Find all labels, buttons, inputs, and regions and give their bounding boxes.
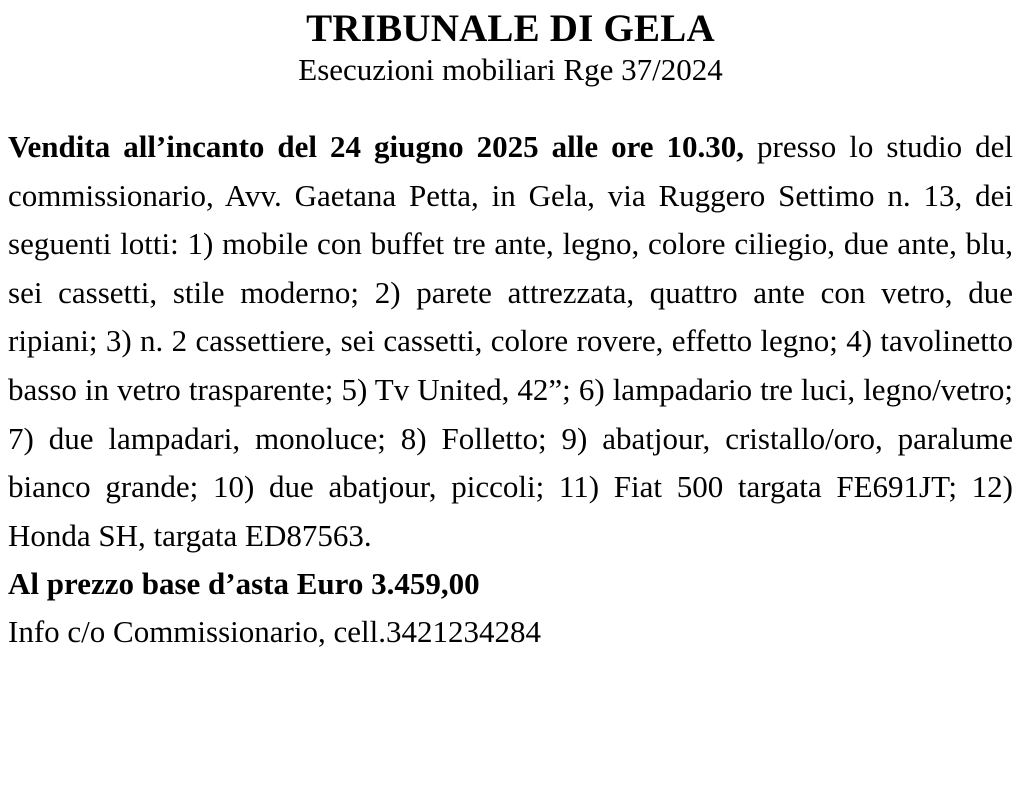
auction-notice-page	[0, 8, 1025, 795]
sale-details: presso lo studio del commissionario, Avv. Gaetana Petta, in Gela, via Ruggero Settimo n. 13, dei seguenti lotti: 1) mobile con buffet tre ante, legno, colore ciliegio, due ante, blu, sei cassetti, stile moderno; 2) parete attrezzata, quattro ante con vetro, due ripiani; 3) n. 2 cassettiere, sei cassetti, colore rovere, effetto legno; 4) tavolinetto basso in vetro trasparente; 5) Tv United, 42”; 6) lampadario tre luci, legno/vetro; 7) due lampadari, monoluce; 8) Folletto; 9) abatjour, cristallo/oro, paralume bianco grande; 10) due abatjour, piccoli; 11) Fiat 500 targata FE691JT; 12) Honda SH, targata ED87563.	[8, 129, 1013, 553]
contact-info: Info c/o Commissionario, cell.3421234284	[8, 614, 541, 650]
sale-notice-paragraph	[8, 123, 1013, 560]
base-price: Al prezzo base d’asta Euro 3.459,00	[8, 566, 480, 602]
procedure-subtitle: Esecuzioni mobiliari Rge 37/2024	[298, 52, 723, 87]
sale-heading: Vendita all’incanto del 24 giugno 2025 alle ore 10.30,	[8, 129, 745, 164]
court-title: TRIBUNALE DI GELA	[306, 7, 715, 50]
